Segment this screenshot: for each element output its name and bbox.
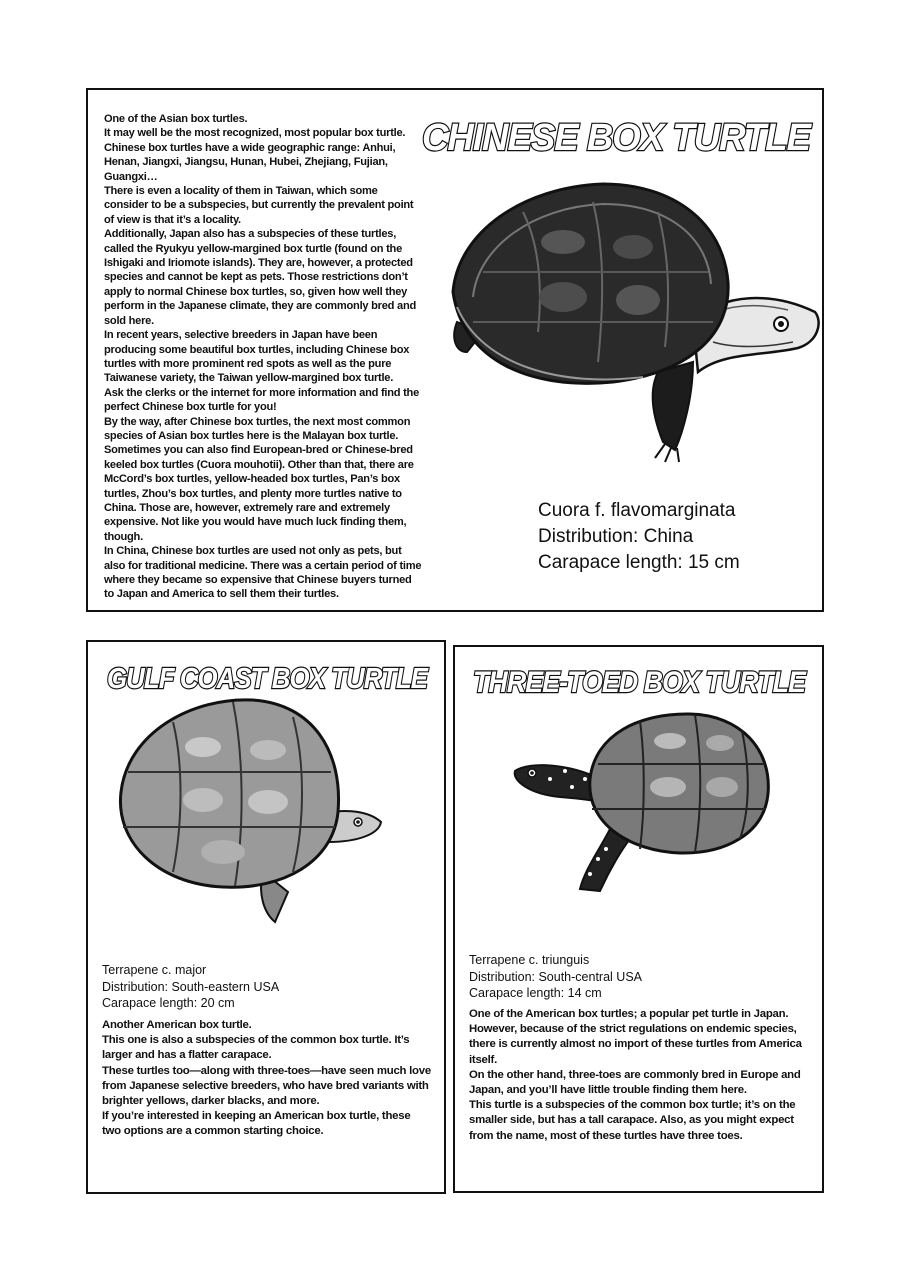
gulf-title-text: GULF COAST BOX TURTLE bbox=[107, 663, 430, 695]
distribution: Distribution: South-central USA bbox=[469, 969, 642, 984]
chinese-facts bbox=[538, 498, 740, 576]
species-name: Terrapene c. triunguis bbox=[469, 953, 590, 967]
gulf-description bbox=[102, 1018, 432, 1140]
paragraph: This one is also a subspecies of the common box turtle. It’s larger and has a flatter carapace. bbox=[102, 1034, 410, 1062]
distribution: Distribution: China bbox=[538, 526, 694, 547]
species-name: Cuora f. flavomarginata bbox=[538, 500, 736, 521]
chinese-description bbox=[104, 112, 422, 602]
gulf-facts bbox=[102, 962, 279, 1012]
chinese-box-turtle-panel bbox=[86, 88, 824, 612]
three-title bbox=[469, 659, 809, 705]
three-description bbox=[469, 1007, 814, 1144]
three-toed-box-turtle-panel bbox=[453, 645, 824, 1193]
paragraph: Additionally, Japan also has a subspecies of these turtles, called the Ryukyu yellow-margined box turtle (found on the Ishigaki and Iriomote islands). They are, however, a protected species and cannot be kept as pets. Those restrictions don’t apply to normal Chinese box turtles, so, given how well they perform in the Japanese climate, they are commonly bred and sold here. bbox=[104, 228, 417, 327]
carapace-length: Carapace length: 20 cm bbox=[102, 996, 235, 1010]
chinese-title bbox=[418, 110, 814, 162]
paragraph: This turtle is a subspecies of the common box turtle; it’s on the smaller side, but has a tall carapace. Also, as you might expect from the name, most of these turtles have three toes. bbox=[469, 1099, 796, 1142]
three-turtle-icon bbox=[510, 709, 775, 899]
chinese-title-text: CHINESE BOX TURTLE bbox=[422, 117, 813, 159]
paragraph: Another American box turtle. bbox=[102, 1019, 252, 1031]
paragraph: On the other hand, three-toes are commonly bred in Europe and Japan, and you’ll have little trouble finding them here. bbox=[469, 1068, 801, 1097]
three-facts bbox=[469, 952, 642, 1002]
paragraph: Chinese box turtles have a wide geographic range: Anhui, Henan, Jiangxi, Jiangsu, Hunan, Hubei, Zhejiang, Fujian, Guangxi… bbox=[104, 141, 396, 183]
gulf-coast-box-turtle-panel bbox=[86, 640, 446, 1194]
gulf-turtle-icon bbox=[113, 692, 383, 932]
paragraph: In recent years, selective breeders in Japan have been producing some beautiful box turtles, including Chinese box turtles with more prominent red spots as well as the pure Taiwanese variety, the Taiwan yellow-margined box turtle. bbox=[104, 329, 410, 385]
species-name: Terrapene c. major bbox=[102, 963, 207, 977]
distribution: Distribution: South-eastern USA bbox=[102, 979, 280, 994]
paragraph: There is even a locality of them in Taiwan, which some consider to be a subspecies, but currently the prevalent point of view is that it’s a locality. bbox=[104, 185, 414, 226]
paragraph: By the way, after Chinese box turtles, the next most common species of Asian box turtles here is the Malayan box turtle. Sometimes you can also find European-bred or Chinese-bred keeled box turtles (Cuora mouhotii). Other than that, there are McCord’s box turtles, yellow-headed box turtles, Pan’s box turtles, Zhou’s box turtles, and plenty more turtles native to China. Those are, however, extremely rare and extremely expensive. Not like you would have much luck finding them, though. bbox=[104, 415, 414, 543]
chinese-turtle-icon bbox=[443, 172, 823, 467]
carapace-length: Carapace length: 15 cm bbox=[538, 552, 740, 573]
paragraph: One of the Asian box turtles. bbox=[104, 113, 248, 125]
paragraph: If you’re interested in keeping an American box turtle, these two options are a common starting choice. bbox=[102, 1110, 411, 1138]
three-title-text: THREE-TOED BOX TURTLE bbox=[473, 666, 807, 699]
paragraph: These turtles too—along with three-toes—have seen much love from Japanese selective breeders, who have bred variants with brighter yellows, darker blacks, and more. bbox=[102, 1064, 431, 1108]
paragraph: It may well be the most recognized, most popular box turtle. bbox=[104, 127, 406, 140]
paragraph: Ask the clerks or the internet for more information and find the perfect Chinese box turtle for you! bbox=[104, 386, 420, 414]
paragraph: In China, Chinese box turtles are used not only as pets, but also for traditional medicine. There was a certain period of time where they became so expensive that Chinese buyers turned to Japan and America to sell them their turtles. bbox=[104, 545, 422, 601]
paragraph: One of the American box turtles; a popular pet turtle in Japan. However, because of the strict regulations on endemic species, there is currently almost no import of these turtles from America itself. bbox=[469, 1008, 802, 1066]
carapace-length: Carapace length: 14 cm bbox=[469, 986, 602, 1000]
